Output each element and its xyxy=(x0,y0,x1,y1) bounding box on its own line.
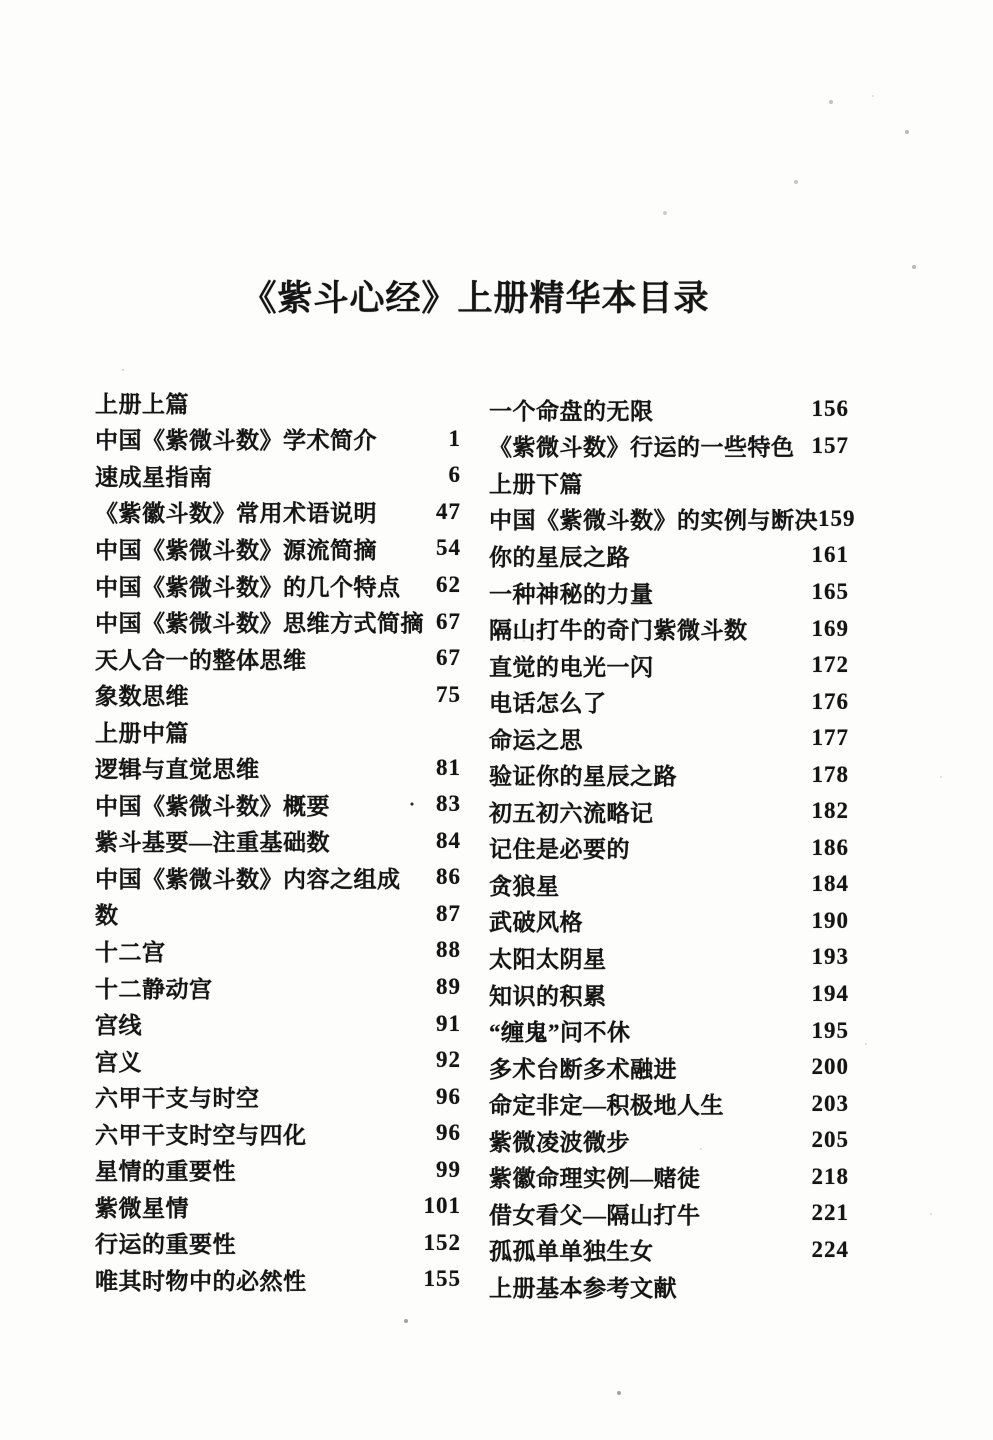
toc-entry-page: 96 xyxy=(436,1120,461,1146)
toc-entry-label: 星情的重要性 xyxy=(95,1159,236,1185)
toc-entry xyxy=(489,1012,849,1049)
toc-entry xyxy=(95,1078,461,1115)
toc-entry-label: 电话怎么了 xyxy=(489,691,607,717)
toc-entry-label: 上册上篇 xyxy=(95,391,189,417)
toc-entry-label: 一个命盘的无限 xyxy=(489,398,654,424)
page-title: 《紫斗心经》上册精华本目录 xyxy=(241,279,710,318)
toc-entry-label: 中国《紫微斗数》概要 xyxy=(95,793,330,819)
toc-entry xyxy=(95,603,461,640)
scan-noise xyxy=(0,0,2,2)
toc-entry xyxy=(95,421,461,458)
toc-entry-label: 宫义 xyxy=(95,1049,142,1075)
toc-entry-label: 六甲干支与时空 xyxy=(95,1086,260,1112)
toc-entry xyxy=(95,494,461,531)
toc-entry-label: 天人合一的整体思维 xyxy=(95,647,307,673)
toc-entry-label: 《紫微斗数》行运的一些特色 xyxy=(489,435,795,461)
toc-entry-page: 203 xyxy=(811,1090,849,1116)
toc-entry-page: 1 xyxy=(448,425,461,451)
toc-entry xyxy=(95,1115,461,1152)
toc-entry-label: 中国《紫微斗数》学术简介 xyxy=(95,428,377,454)
toc-entry-page: 89 xyxy=(436,974,461,1000)
toc-entry xyxy=(95,1042,461,1079)
toc-entry-page: 200 xyxy=(811,1054,849,1080)
toc-entry-label: 象数思维 xyxy=(95,684,189,710)
toc-entry-label: 唯其时物中的必然性 xyxy=(95,1268,307,1294)
toc-entry xyxy=(489,1049,849,1086)
toc-entry-page: 184 xyxy=(811,871,849,897)
toc-entry xyxy=(95,676,461,713)
toc-entry-label: 中国《紫微斗数》内容之组成 xyxy=(95,866,401,892)
toc-entry-label: 你的星辰之路 xyxy=(489,544,630,570)
toc-entry xyxy=(95,932,461,969)
toc-entry-page: 155 xyxy=(423,1266,461,1292)
toc-entry-page: 159 xyxy=(818,505,856,531)
toc-entry-label: 中国《紫微斗数》思维方式简摘 xyxy=(95,611,424,637)
toc-section-header xyxy=(95,713,461,750)
toc-entry-label: 多术台断多术融进 xyxy=(489,1056,677,1082)
toc-entry xyxy=(489,903,849,940)
toc-entry-label: 贪狼星 xyxy=(489,873,560,899)
toc-entry-page: 92 xyxy=(436,1047,461,1073)
toc-entry-label: 初五初六流略记 xyxy=(489,800,654,826)
toc-entry-label: 一种神秘的力量 xyxy=(489,581,654,607)
toc-entry-page: 152 xyxy=(423,1229,461,1255)
toc-entry-page: 157 xyxy=(811,432,849,458)
table-of-contents xyxy=(95,384,856,1305)
toc-entry xyxy=(489,574,849,611)
toc-entry-page: 84 xyxy=(436,827,461,853)
toc-entry-label: 太阳太阴星 xyxy=(489,946,607,972)
toc-entry-label: 紫微凌波微步 xyxy=(489,1129,630,1155)
toc-entry-label: 紫微星情 xyxy=(95,1195,189,1221)
toc-entry xyxy=(95,1188,461,1225)
toc-entry-label: “缠鬼”问不休 xyxy=(489,1020,631,1046)
toc-column-left xyxy=(95,384,461,1298)
toc-entry-page: 224 xyxy=(811,1236,849,1262)
toc-entry-page: 83 xyxy=(436,791,461,817)
toc-entry xyxy=(489,793,849,830)
toc-entry-page: 6 xyxy=(448,462,461,488)
toc-entry xyxy=(489,720,849,757)
toc-entry-label: 宫线 xyxy=(95,1013,142,1039)
toc-entry xyxy=(95,1151,461,1188)
toc-entry-label: 上册下篇 xyxy=(489,471,583,497)
toc-entry-label: 中国《紫微斗数》源流简摘 xyxy=(95,537,377,563)
toc-entry xyxy=(95,567,461,604)
toc-entry-label: 中国《紫微斗数》的实例与断决 xyxy=(489,508,818,534)
toc-entry xyxy=(489,976,849,1013)
toc-entry xyxy=(489,1195,849,1232)
toc-entry-page: 101 xyxy=(423,1193,461,1219)
toc-entry-label: 六甲干支时空与四化 xyxy=(95,1122,307,1148)
toc-entry-label: 命定非定—积极地人生 xyxy=(489,1093,724,1119)
toc-entry-label: 紫徽命理实例—赌徒 xyxy=(489,1166,701,1192)
toc-entry-page: 67 xyxy=(436,645,461,671)
toc-entry xyxy=(95,896,461,933)
toc-entry xyxy=(95,1261,461,1298)
toc-entry-label: 直觉的电光一闪 xyxy=(489,654,654,680)
toc-entry-page: 47 xyxy=(436,498,461,524)
toc-entry-page: 75 xyxy=(436,681,461,707)
toc-entry-page: 81 xyxy=(436,754,461,780)
toc-entry-page: 54 xyxy=(436,535,461,561)
toc-entry-page: 178 xyxy=(811,761,849,787)
toc-entry-page: 91 xyxy=(436,1010,461,1036)
toc-entry-page: 195 xyxy=(811,1017,849,1043)
toc-entry-label: 十二宫 xyxy=(95,939,166,965)
toc-entry-label: 上册基本参考文献 xyxy=(489,1275,677,1301)
toc-entry xyxy=(489,428,849,465)
toc-entry-label: 逻辑与直觉思维 xyxy=(95,757,260,783)
toc-entry-page: 172 xyxy=(811,652,849,678)
toc-entry xyxy=(95,640,461,677)
toc-entry xyxy=(95,823,461,860)
toc-entry-label: 记住是必要的 xyxy=(489,837,630,863)
toc-entry-page: 161 xyxy=(811,542,849,568)
toc-entry xyxy=(489,391,849,428)
toc-entry-page: 221 xyxy=(811,1200,849,1226)
toc-entry xyxy=(95,530,461,567)
toc-entry-page: 194 xyxy=(811,981,849,1007)
toc-entry xyxy=(95,457,461,494)
toc-entry xyxy=(489,647,849,684)
toc-entry xyxy=(95,1005,461,1042)
toc-entry xyxy=(489,830,849,867)
toc-entry-page: 190 xyxy=(811,907,849,933)
toc-entry-page: 99 xyxy=(436,1156,461,1182)
toc-entry-page: 67 xyxy=(436,608,461,634)
toc-entry-page: 169 xyxy=(811,615,849,641)
toc-entry-page: 176 xyxy=(811,688,849,714)
toc-entry-label: 十二静动宫 xyxy=(95,976,213,1002)
toc-section-header xyxy=(489,464,849,501)
toc-entry xyxy=(489,537,849,574)
toc-entry xyxy=(95,859,461,896)
toc-entry-label: 借女看父—隔山打牛 xyxy=(489,1202,701,1228)
toc-entry-label: 武破风格 xyxy=(489,910,583,936)
toc-entry xyxy=(489,683,849,720)
toc-entry xyxy=(489,1085,849,1122)
toc-entry-page: 186 xyxy=(811,834,849,860)
toc-entry-label: 验证你的星辰之路 xyxy=(489,764,677,790)
toc-entry-page: 156 xyxy=(811,396,849,422)
toc-entry xyxy=(489,610,849,647)
toc-entry-label: 孤孤单单独生女 xyxy=(489,1239,654,1265)
toc-section-header xyxy=(95,384,461,421)
toc-entry-label: 速成星指南 xyxy=(95,464,213,490)
toc-entry-label: 行运的重要性 xyxy=(95,1232,236,1258)
toc-entry-page: 218 xyxy=(811,1163,849,1189)
toc-entry-label: 中国《紫微斗数》的几个特点 xyxy=(95,574,401,600)
toc-entry-label: 《紫徽斗数》常用术语说明 xyxy=(95,501,377,527)
toc-entry-label: 数 xyxy=(95,903,119,929)
toc-section-header xyxy=(489,1268,849,1305)
toc-entry-label: 上册中篇 xyxy=(95,720,189,746)
toc-entry xyxy=(95,786,461,823)
toc-entry-page: 165 xyxy=(811,579,849,604)
toc-entry-mark: · xyxy=(408,793,415,814)
toc-entry xyxy=(489,866,849,903)
toc-entry xyxy=(489,1158,849,1195)
toc-entry-label: 知识的积累 xyxy=(489,983,607,1009)
toc-entry-page: 62 xyxy=(436,572,461,597)
toc-entry xyxy=(489,756,849,793)
toc-entry-page: 177 xyxy=(811,725,849,751)
toc-entry xyxy=(489,1122,849,1159)
toc-entry-label: 隔山打牛的奇门紫微斗数 xyxy=(489,618,748,644)
toc-entry xyxy=(95,969,461,1006)
toc-entry xyxy=(489,501,856,538)
toc-entry-label: 命运之思 xyxy=(489,727,583,753)
toc-entry xyxy=(95,1225,461,1262)
toc-entry xyxy=(489,1232,849,1269)
toc-entry xyxy=(95,749,461,786)
toc-entry-page: 193 xyxy=(811,944,849,970)
toc-entry-page: 96 xyxy=(436,1083,461,1109)
toc-entry-page: 87 xyxy=(436,900,461,926)
toc-entry-page: 205 xyxy=(811,1127,849,1153)
toc-entry-page: 88 xyxy=(436,937,461,963)
toc-entry-page: 86 xyxy=(436,864,461,890)
toc-entry xyxy=(489,939,849,976)
toc-entry-page: 182 xyxy=(811,798,849,824)
toc-column-right xyxy=(489,384,856,1305)
toc-entry-label: 紫斗基要—注重基础数 xyxy=(95,830,330,856)
